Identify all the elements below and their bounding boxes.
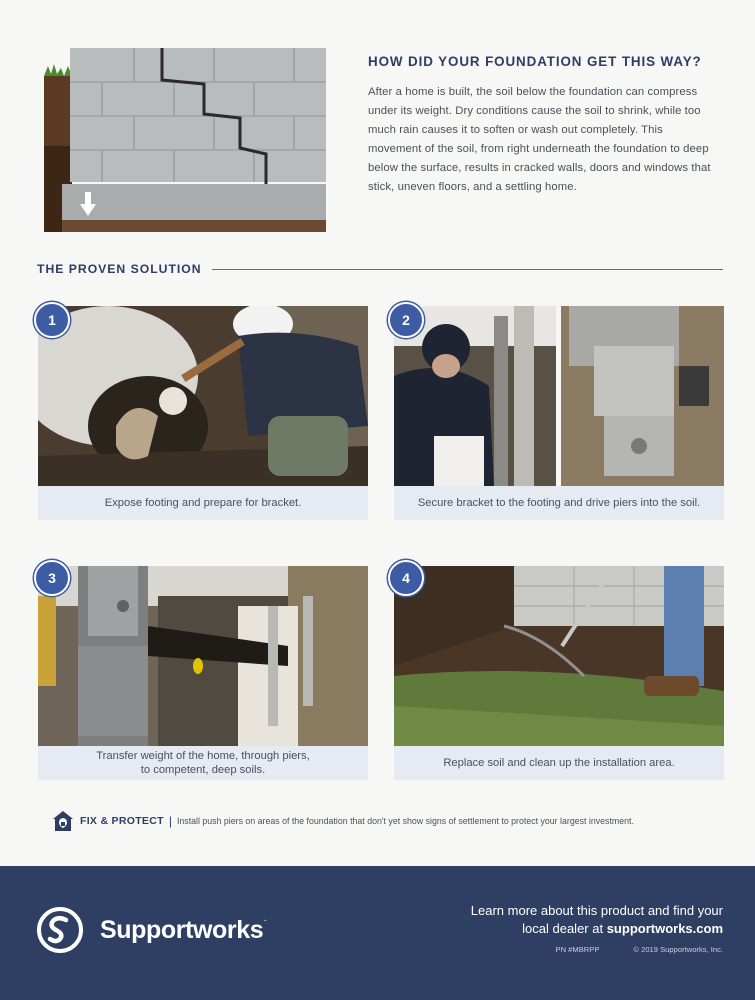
step-3-photo — [38, 566, 368, 746]
step-4-photo — [394, 566, 724, 746]
footer-meta — [556, 945, 723, 954]
step-1-caption: Expose footing and prepare for bracket. — [38, 486, 368, 520]
brand-trademark: . — [264, 916, 266, 923]
cta-line-2 — [471, 920, 723, 938]
cracked-wall-illustration — [44, 46, 326, 232]
step-3-caption — [38, 746, 368, 780]
step-3 — [38, 566, 368, 780]
intro-block — [368, 54, 718, 197]
fix-protect-bar — [52, 810, 732, 832]
step-3-caption-text: Transfer weight of the home, through piers, to competent, deep soils. — [96, 750, 310, 776]
step-1-badge: 1 — [34, 302, 70, 338]
website-link[interactable]: supportworks.com — [606, 921, 723, 936]
brand-text: Supportworks — [100, 916, 264, 944]
step-2-badge: 2 — [388, 302, 424, 338]
step-1-photo — [38, 306, 368, 486]
intro-heading: HOW DID YOUR FOUNDATION GET THIS WAY? — [368, 54, 702, 69]
supportworks-logo-icon — [36, 906, 84, 954]
house-icon — [52, 810, 74, 832]
footer — [0, 866, 755, 1000]
brand-name — [100, 916, 266, 945]
step-2-caption: Secure bracket to the footing and drive piers into the soil. — [394, 486, 724, 520]
solution-header — [37, 262, 723, 276]
part-number: PN #MBRPP — [555, 945, 600, 954]
copyright: © 2019 Supportworks, Inc. — [633, 945, 723, 954]
step-3-badge: 3 — [34, 560, 70, 596]
step-4-caption: Replace soil and clean up the installation area. — [394, 746, 724, 780]
footer-cta — [471, 902, 723, 938]
step-1 — [38, 306, 368, 520]
fix-protect-label: FIX & PROTECT — [80, 815, 164, 827]
step-4 — [394, 566, 724, 780]
solution-heading: THE PROVEN SOLUTION — [37, 262, 202, 276]
fix-protect-text: Install push piers on areas of the foundation that don't yet show signs of settlement to protect your largest investment. — [176, 816, 634, 826]
cta-prefix: local dealer at — [522, 921, 607, 936]
divider-rule — [212, 269, 723, 270]
fix-protect-separator: | — [168, 814, 172, 828]
intro-body: After a home is built, the soil below the foundation can compress under its weight. Dry conditions cause the soil to shrink, while too much rain causes it to soften or wash out completely. This movement of the soil, from right underneath the foundation to deep below the surface, results in cracked walls, doors and windows that stick, uneven floors, and a settling home. — [368, 86, 711, 193]
cta-line-1: Learn more about this product and find your — [470, 903, 723, 918]
step-2-photo — [394, 306, 724, 486]
step-2 — [394, 306, 724, 520]
step-4-badge: 4 — [388, 560, 424, 596]
